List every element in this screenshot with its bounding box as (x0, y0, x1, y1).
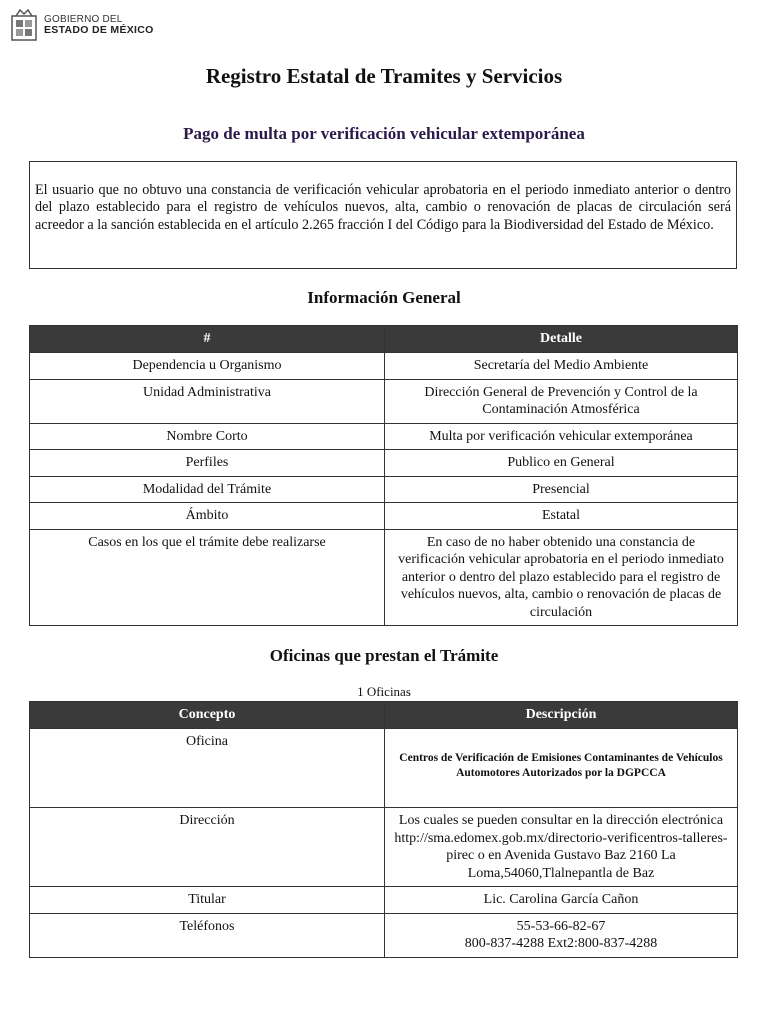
column-header: Concepto (30, 702, 385, 729)
logo-text (44, 14, 154, 36)
table-row (30, 476, 738, 503)
table-header-row (30, 326, 738, 353)
info-general-heading: Información General (307, 288, 461, 307)
row-label: Ámbito (30, 503, 385, 530)
logo-line-1: GOBIERNO DEL (44, 14, 123, 25)
oficinas-table (29, 701, 738, 958)
row-value (385, 913, 738, 957)
page-title: Registro Estatal de Tramites y Servicios (205, 64, 563, 88)
oficina-name: Centros de Verificación de Emisiones Contaminantes de Vehículos Automotores Autorizados por la DGPCCA (399, 752, 723, 779)
column-header: Descripción (385, 702, 738, 729)
row-value: Los cuales se pueden consultar en la dirección electrónica http://sma.edomex.gob.mx/directorio-verificentros-talleres-pirec o en Avenida Gustavo Baz 2160 La Loma,54060,Tlalnepantla de Baz (385, 808, 738, 887)
table-row (30, 450, 738, 477)
row-label: Perfiles (30, 450, 385, 477)
info-general-table (29, 325, 738, 626)
row-value: Presencial (385, 476, 738, 503)
table-row (30, 808, 738, 887)
row-label: Dependencia u Organismo (30, 353, 385, 380)
phone-number: 55-53-66-82-67 (516, 918, 606, 934)
row-label: Titular (30, 887, 385, 914)
table-row (30, 423, 738, 450)
column-header: Detalle (385, 326, 738, 353)
oficinas-heading: Oficinas que prestan el Trámite (269, 646, 499, 665)
table-row (30, 887, 738, 914)
row-value: Lic. Carolina García Cañon (385, 887, 738, 914)
row-label: Modalidad del Trámite (30, 476, 385, 503)
description-box: El usuario que no obtuvo una constancia de verificación vehicular aprobatoria en el periodo inmediato anterior o dentro del plazo establecido para el registro de vehículos nuevos, alta, cambio o renovación de placas de circulación será acreedor a la sanción establecida en el artículo 2.265 fracción I del Código para la Biodiversidad del Estado de México. (29, 161, 737, 269)
row-value (385, 729, 738, 808)
logo-line-2: ESTADO DE MÉXICO (44, 24, 154, 36)
row-label: Teléfonos (30, 913, 385, 957)
table-row (30, 529, 738, 626)
table-row (30, 353, 738, 380)
row-value: Estatal (385, 503, 738, 530)
row-label: Unidad Administrativa (30, 379, 385, 423)
table-row (30, 729, 738, 808)
table-header-row (30, 702, 738, 729)
row-value: Dirección General de Prevención y Control de la Contaminación Atmosférica (385, 379, 738, 423)
row-label: Dirección (30, 808, 385, 887)
column-header: # (30, 326, 385, 353)
phone-number: 800-837-4288 Ext2:800-837-4288 (464, 936, 658, 951)
row-value: Multa por verificación vehicular extemporánea (385, 423, 738, 450)
row-label: Oficina (30, 729, 385, 808)
table-row (30, 913, 738, 957)
government-logo (10, 8, 154, 42)
row-value: En caso de no haber obtenido una constancia de verificación vehicular aprobatoria en el periodo inmediato anterior o dentro del plazo establecido para el registro de vehículos nuevos, alta, cambio o renovación de placas de circulación (385, 529, 738, 626)
table-row (30, 379, 738, 423)
row-value: Secretaría del Medio Ambiente (385, 353, 738, 380)
coat-of-arms-icon (10, 8, 38, 42)
row-label: Nombre Corto (30, 423, 385, 450)
table-row (30, 503, 738, 530)
row-value: Publico en General (385, 450, 738, 477)
page-subtitle: Pago de multa por verificación vehicular extemporánea (183, 124, 585, 143)
oficinas-count: 1 Oficinas (357, 684, 411, 699)
row-label: Casos en los que el trámite debe realizarse (30, 529, 385, 626)
